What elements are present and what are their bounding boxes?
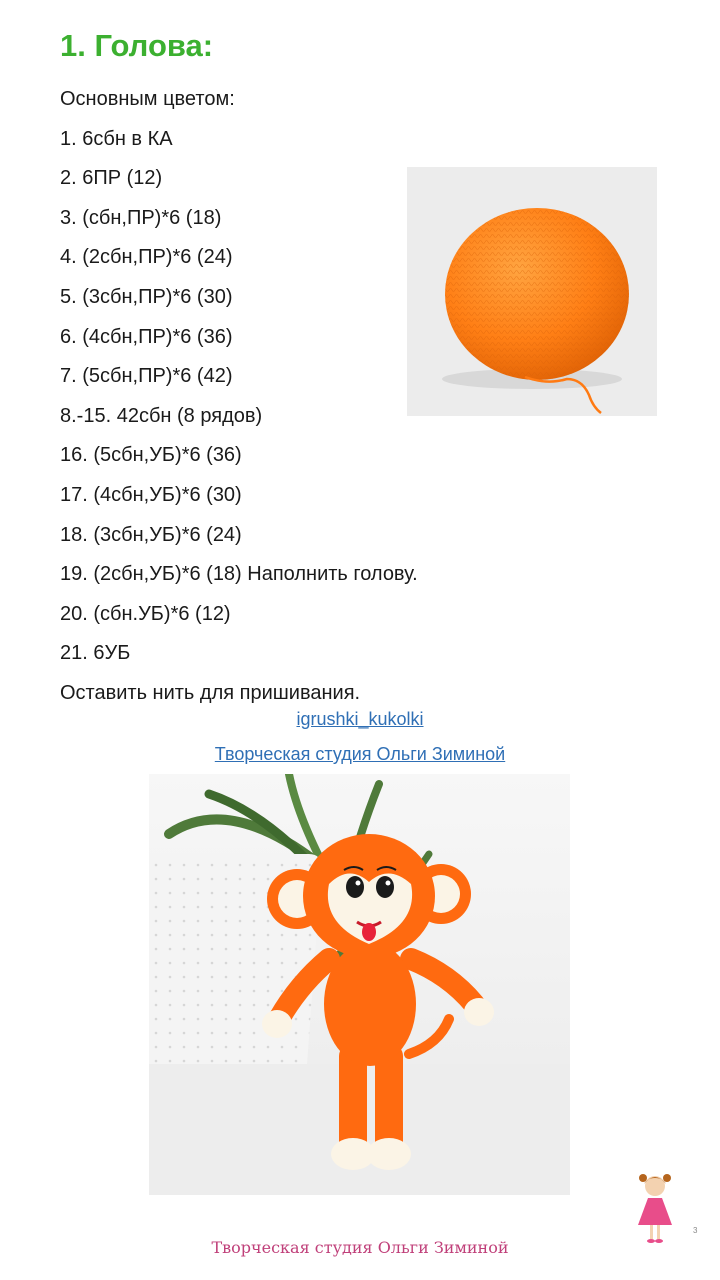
- instruction-line: 21. 6УБ: [60, 642, 131, 665]
- head-photo: [407, 167, 657, 416]
- instruction-line: 6. (4сбн,ПР)*6 (36): [60, 325, 233, 348]
- monkey-photo: [149, 774, 570, 1195]
- section-heading: 1. Голова:: [60, 28, 214, 63]
- instruction-line: 16. (5сбн,УБ)*6 (36): [60, 444, 242, 467]
- studio-link[interactable]: Творческая студия Ольги Зиминой: [214, 744, 506, 764]
- instruction-line: 19. (2сбн,УБ)*6 (18) Наполнить голову.: [60, 563, 418, 586]
- instruction-line: 1. 6сбн в КА: [60, 127, 173, 150]
- doll-logo-icon: [630, 1170, 680, 1245]
- instruction-line: 8.-15. 42сбн (8 рядов): [60, 404, 263, 427]
- instruction-line: 4. (2сбн,ПР)*6 (24): [60, 246, 233, 269]
- instruction-list: [60, 80, 418, 714]
- instruction-line: 20. (сбн.УБ)*6 (12): [60, 602, 231, 625]
- instagram-link[interactable]: igrushki_kukolki: [296, 709, 424, 729]
- instruction-line: Оставить нить для пришивания.: [60, 681, 361, 704]
- instruction-line: 17. (4сбн,УБ)*6 (30): [60, 483, 242, 506]
- instruction-line: 3. (сбн,ПР)*6 (18): [60, 206, 222, 229]
- page-number: 3: [693, 1226, 698, 1235]
- footer-text: Творческая студия Ольги Зиминой: [211, 1238, 509, 1257]
- instruction-line: 5. (3сбн,ПР)*6 (30): [60, 285, 233, 308]
- instruction-line: Основным цветом:: [60, 88, 235, 110]
- instruction-line: 2. 6ПР (12): [60, 167, 163, 190]
- instruction-line: 18. (3сбн,УБ)*6 (24): [60, 523, 242, 546]
- instruction-line: 7. (5сбн,ПР)*6 (42): [60, 365, 233, 388]
